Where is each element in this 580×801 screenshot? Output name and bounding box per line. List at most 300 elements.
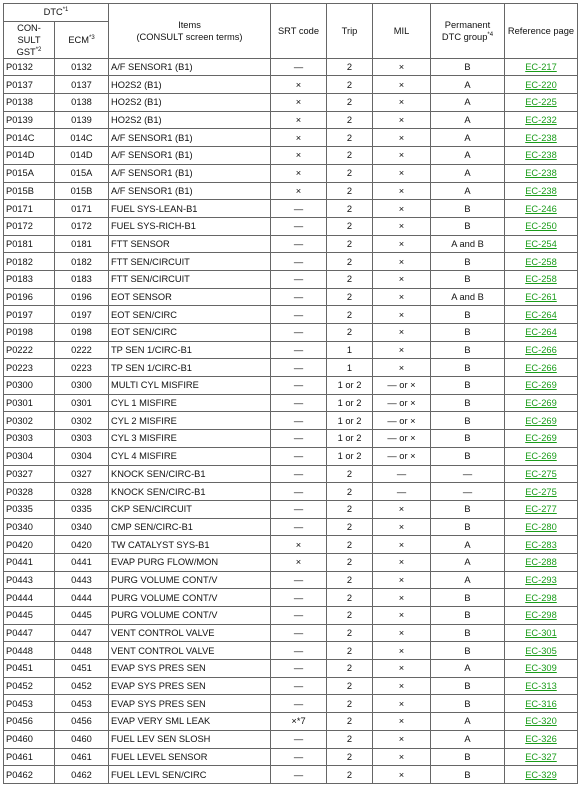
reference-page-cell xyxy=(505,377,578,395)
item-cell: FUEL LEV SEN SLOSH xyxy=(109,730,271,748)
srt-cell: — xyxy=(271,306,327,324)
table-row xyxy=(4,394,578,412)
reference-page-cell xyxy=(505,766,578,784)
reference-page-link[interactable]: EC-298 xyxy=(525,610,557,621)
trip-cell: 1 xyxy=(327,359,373,377)
mil-cell: × xyxy=(373,748,431,766)
trip-cell: 2 xyxy=(327,147,373,165)
reference-page-cell xyxy=(505,589,578,607)
reference-page-link[interactable]: EC-320 xyxy=(525,716,557,727)
table-row xyxy=(4,607,578,625)
trip-cell: 2 xyxy=(327,589,373,607)
dtc-code-cell: P0327 xyxy=(4,465,55,483)
ecm-code-cell: 0447 xyxy=(55,624,109,642)
table-row xyxy=(4,94,578,112)
mil-cell: × xyxy=(373,341,431,359)
reference-page-cell xyxy=(505,324,578,342)
trip-cell: 2 xyxy=(327,624,373,642)
reference-page-link[interactable]: EC-269 xyxy=(525,415,557,426)
table-row xyxy=(4,164,578,182)
item-cell: EVAP SYS PRES SEN xyxy=(109,677,271,695)
reference-page-link[interactable]: EC-275 xyxy=(525,468,557,479)
reference-page-cell xyxy=(505,341,578,359)
reference-page-cell xyxy=(505,182,578,200)
dtc-code-cell: P0445 xyxy=(4,607,55,625)
permanent-group-cell: B xyxy=(431,412,505,430)
srt-cell: — xyxy=(271,394,327,412)
item-cell: FUEL LEVEL SENSOR xyxy=(109,748,271,766)
ecm-code-cell: 0139 xyxy=(55,111,109,129)
permanent-group-cell: A xyxy=(431,76,505,94)
dtc-code-cell: P0444 xyxy=(4,589,55,607)
dtc-code-cell: P014C xyxy=(4,129,55,147)
dtc-code-cell: P0197 xyxy=(4,306,55,324)
item-cell: FTT SENSOR xyxy=(109,235,271,253)
table-row xyxy=(4,483,578,501)
permanent-group-cell: B xyxy=(431,341,505,359)
trip-cell: 2 xyxy=(327,571,373,589)
mil-cell: × xyxy=(373,553,431,571)
item-cell: EVAP SYS PRES SEN xyxy=(109,660,271,678)
table-row xyxy=(4,447,578,465)
reference-page-cell xyxy=(505,571,578,589)
item-cell: CKP SEN/CIRCUIT xyxy=(109,500,271,518)
permanent-group-cell: A and B xyxy=(431,235,505,253)
dtc-code-cell: P0451 xyxy=(4,660,55,678)
trip-cell: 2 xyxy=(327,518,373,536)
srt-header: SRT code xyxy=(271,4,327,59)
item-cell: CYL 1 MISFIRE xyxy=(109,394,271,412)
table-row xyxy=(4,288,578,306)
ecm-code-cell: 0137 xyxy=(55,76,109,94)
reference-page-link[interactable]: EC-217 xyxy=(525,62,557,73)
ecm-header: ECM$^{*3}$ xyxy=(55,21,109,58)
reference-page-link[interactable]: EC-232 xyxy=(525,115,557,126)
item-cell: A/F SENSOR1 (B1) xyxy=(109,58,271,76)
trip-cell: 2 xyxy=(327,553,373,571)
ecm-code-cell: 0304 xyxy=(55,447,109,465)
trip-cell: 2 xyxy=(327,536,373,554)
dtc-code-cell: P0182 xyxy=(4,253,55,271)
item-cell: FUEL LEVL SEN/CIRC xyxy=(109,766,271,784)
item-cell: FTT SEN/CIRCUIT xyxy=(109,253,271,271)
ecm-code-cell: 0328 xyxy=(55,483,109,501)
mil-cell: — xyxy=(373,483,431,501)
item-cell: HO2S2 (B1) xyxy=(109,111,271,129)
reference-page-link[interactable]: EC-313 xyxy=(525,681,557,692)
srt-cell: — xyxy=(271,677,327,695)
item-cell: KNOCK SEN/CIRC-B1 xyxy=(109,483,271,501)
dtc-code-cell: P0328 xyxy=(4,483,55,501)
table-row xyxy=(4,76,578,94)
srt-cell: — xyxy=(271,341,327,359)
permanent-group-cell: B xyxy=(431,447,505,465)
ecm-code-cell: 014C xyxy=(55,129,109,147)
trip-header: Trip xyxy=(327,4,373,59)
table-row xyxy=(4,377,578,395)
table-row xyxy=(4,430,578,448)
consult-gst-header: CON- SULT GST$^{*2}$ xyxy=(4,21,55,58)
reference-page-cell xyxy=(505,518,578,536)
reference-page-link[interactable]: EC-269 xyxy=(525,380,557,391)
reference-page-link[interactable]: EC-238 xyxy=(525,150,557,161)
permanent-group-cell: B xyxy=(431,607,505,625)
reference-page-cell xyxy=(505,447,578,465)
dtc-code-cell: P0181 xyxy=(4,235,55,253)
item-cell: EVAP SYS PRES SEN xyxy=(109,695,271,713)
reference-page-link[interactable]: EC-280 xyxy=(525,521,557,532)
srt-cell: — xyxy=(271,359,327,377)
dtc-code-cell: P0172 xyxy=(4,217,55,235)
reference-page-link[interactable]: EC-316 xyxy=(525,698,557,709)
item-cell: CYL 4 MISFIRE xyxy=(109,447,271,465)
trip-cell: 2 xyxy=(327,164,373,182)
permanent-group-cell: A xyxy=(431,94,505,112)
mil-cell: × xyxy=(373,94,431,112)
srt-cell: — xyxy=(271,766,327,784)
mil-cell: × xyxy=(373,58,431,76)
table-row xyxy=(4,182,578,200)
trip-cell: 2 xyxy=(327,465,373,483)
reference-page-link[interactable]: EC-258 xyxy=(525,274,557,285)
item-cell: CYL 2 MISFIRE xyxy=(109,412,271,430)
dtc-code-cell: P0303 xyxy=(4,430,55,448)
ecm-code-cell: 014D xyxy=(55,147,109,165)
dtc-code-cell: P0335 xyxy=(4,500,55,518)
table-row xyxy=(4,58,578,76)
ecm-code-cell: 0300 xyxy=(55,377,109,395)
srt-cell: — xyxy=(271,58,327,76)
permanent-group-cell: B xyxy=(431,377,505,395)
ecm-code-cell: 0222 xyxy=(55,341,109,359)
trip-cell: 2 xyxy=(327,253,373,271)
srt-cell: — xyxy=(271,253,327,271)
mil-cell: × xyxy=(373,111,431,129)
trip-cell: 2 xyxy=(327,500,373,518)
srt-cell: — xyxy=(271,589,327,607)
srt-cell: — xyxy=(271,465,327,483)
reference-page-cell xyxy=(505,270,578,288)
srt-cell: — xyxy=(271,695,327,713)
dtc-code-cell: P0132 xyxy=(4,58,55,76)
permanent-group-cell: A xyxy=(431,730,505,748)
ecm-code-cell: 0462 xyxy=(55,766,109,784)
srt-cell: × xyxy=(271,553,327,571)
trip-cell: 2 xyxy=(327,288,373,306)
reference-page-link[interactable]: EC-275 xyxy=(525,486,557,497)
srt-cell: — xyxy=(271,270,327,288)
ecm-code-cell: 0445 xyxy=(55,607,109,625)
reference-page-cell xyxy=(505,713,578,731)
table-row xyxy=(4,111,578,129)
permanent-group-cell: B xyxy=(431,324,505,342)
table-row xyxy=(4,553,578,571)
item-cell: EOT SEN/CIRC xyxy=(109,324,271,342)
ecm-code-cell: 0448 xyxy=(55,642,109,660)
srt-cell: — xyxy=(271,571,327,589)
table-row xyxy=(4,642,578,660)
reference-page-link[interactable]: EC-261 xyxy=(525,291,557,302)
permanent-dtc-group-header: Permanent DTC group$^{*4}$ xyxy=(431,4,505,59)
mil-cell: — or × xyxy=(373,377,431,395)
mil-cell: × xyxy=(373,288,431,306)
reference-page-link[interactable]: EC-283 xyxy=(525,539,557,550)
ecm-code-cell: 0441 xyxy=(55,553,109,571)
trip-cell: 2 xyxy=(327,182,373,200)
ecm-code-cell: 015A xyxy=(55,164,109,182)
dtc-code-cell: P0340 xyxy=(4,518,55,536)
item-cell: PURG VOLUME CONT/V xyxy=(109,589,271,607)
reference-page-link[interactable]: EC-264 xyxy=(525,327,557,338)
trip-cell: 1 or 2 xyxy=(327,430,373,448)
reference-page-link[interactable]: EC-266 xyxy=(525,345,557,356)
ecm-code-cell: 0327 xyxy=(55,465,109,483)
reference-page-cell xyxy=(505,748,578,766)
reference-page-link[interactable]: EC-301 xyxy=(525,628,557,639)
ecm-code-cell: 0171 xyxy=(55,200,109,218)
srt-cell: × xyxy=(271,111,327,129)
item-cell: TW CATALYST SYS-B1 xyxy=(109,536,271,554)
trip-cell: 2 xyxy=(327,235,373,253)
trip-cell: 2 xyxy=(327,483,373,501)
permanent-group-cell: B xyxy=(431,589,505,607)
item-cell: KNOCK SEN/CIRC-B1 xyxy=(109,465,271,483)
reference-page-cell xyxy=(505,642,578,660)
table-row xyxy=(4,500,578,518)
permanent-group-cell: B xyxy=(431,200,505,218)
mil-cell: × xyxy=(373,642,431,660)
ecm-code-cell: 0443 xyxy=(55,571,109,589)
reference-page-link[interactable]: EC-220 xyxy=(525,79,557,90)
permanent-group-cell: B xyxy=(431,518,505,536)
item-cell: EOT SEN/CIRC xyxy=(109,306,271,324)
srt-cell: — xyxy=(271,200,327,218)
mil-cell: × xyxy=(373,713,431,731)
table-row xyxy=(4,571,578,589)
permanent-group-cell: A xyxy=(431,553,505,571)
table-row xyxy=(4,306,578,324)
permanent-group-cell: B xyxy=(431,359,505,377)
ecm-code-cell: 0197 xyxy=(55,306,109,324)
mil-cell: × xyxy=(373,147,431,165)
item-cell: A/F SENSOR1 (B1) xyxy=(109,164,271,182)
srt-cell: — xyxy=(271,642,327,660)
table-row xyxy=(4,253,578,271)
dtc-code-cell: P0301 xyxy=(4,394,55,412)
reference-page-cell xyxy=(505,430,578,448)
ecm-code-cell: 0223 xyxy=(55,359,109,377)
reference-page-link[interactable]: EC-269 xyxy=(525,451,557,462)
trip-cell: 2 xyxy=(327,642,373,660)
item-cell: PURG VOLUME CONT/V xyxy=(109,571,271,589)
trip-cell: 2 xyxy=(327,270,373,288)
reference-page-link[interactable]: EC-246 xyxy=(525,203,557,214)
reference-page-link[interactable]: EC-288 xyxy=(525,557,557,568)
reference-page-link[interactable]: EC-309 xyxy=(525,663,557,674)
reference-page-link[interactable]: EC-305 xyxy=(525,645,557,656)
table-row xyxy=(4,147,578,165)
reference-page-cell xyxy=(505,164,578,182)
permanent-group-cell: A xyxy=(431,147,505,165)
srt-cell: — xyxy=(271,748,327,766)
trip-cell: 2 xyxy=(327,748,373,766)
reference-page-link[interactable]: EC-269 xyxy=(525,433,557,444)
ecm-code-cell: 0301 xyxy=(55,394,109,412)
permanent-group-cell: B xyxy=(431,677,505,695)
dtc-code-cell: P0183 xyxy=(4,270,55,288)
reference-page-link[interactable]: EC-327 xyxy=(525,751,557,762)
dtc-code-cell: P015B xyxy=(4,182,55,200)
mil-cell: × xyxy=(373,324,431,342)
table-row xyxy=(4,129,578,147)
mil-cell: — xyxy=(373,465,431,483)
table-row xyxy=(4,730,578,748)
srt-cell: ×*7 xyxy=(271,713,327,731)
reference-page-cell xyxy=(505,94,578,112)
item-cell: TP SEN 1/CIRC-B1 xyxy=(109,359,271,377)
dtc-code-cell: P0452 xyxy=(4,677,55,695)
mil-cell: × xyxy=(373,235,431,253)
trip-cell: 1 xyxy=(327,341,373,359)
table-row xyxy=(4,536,578,554)
permanent-group-cell: A xyxy=(431,164,505,182)
reference-page-cell xyxy=(505,483,578,501)
mil-cell: — or × xyxy=(373,412,431,430)
table-row xyxy=(4,465,578,483)
srt-cell: — xyxy=(271,217,327,235)
dtc-code-cell: P0453 xyxy=(4,695,55,713)
reference-page-cell xyxy=(505,695,578,713)
table-row xyxy=(4,766,578,784)
trip-cell: 2 xyxy=(327,695,373,713)
table-row xyxy=(4,677,578,695)
table-row xyxy=(4,624,578,642)
trip-cell: 1 or 2 xyxy=(327,447,373,465)
mil-cell: × xyxy=(373,518,431,536)
dtc-code-cell: P0300 xyxy=(4,377,55,395)
reference-page-link[interactable]: EC-258 xyxy=(525,256,557,267)
srt-cell: × xyxy=(271,76,327,94)
mil-cell: — or × xyxy=(373,430,431,448)
trip-cell: 2 xyxy=(327,129,373,147)
mil-cell: × xyxy=(373,536,431,554)
dtc-code-cell: P0171 xyxy=(4,200,55,218)
reference-page-cell xyxy=(505,730,578,748)
trip-cell: 1 or 2 xyxy=(327,412,373,430)
table-row xyxy=(4,412,578,430)
item-cell: HO2S2 (B1) xyxy=(109,94,271,112)
trip-cell: 2 xyxy=(327,730,373,748)
reference-page-cell xyxy=(505,253,578,271)
reference-page-link[interactable]: EC-238 xyxy=(525,132,557,143)
item-cell: HO2S2 (B1) xyxy=(109,76,271,94)
trip-cell: 2 xyxy=(327,306,373,324)
mil-cell: × xyxy=(373,76,431,94)
reference-page-link[interactable]: EC-266 xyxy=(525,362,557,373)
reference-page-cell xyxy=(505,465,578,483)
reference-page-header: Reference page xyxy=(505,4,578,59)
dtc-code-cell: P0223 xyxy=(4,359,55,377)
reference-page-cell xyxy=(505,200,578,218)
permanent-group-cell: A xyxy=(431,182,505,200)
item-cell: PURG VOLUME CONT/V xyxy=(109,607,271,625)
reference-page-cell xyxy=(505,306,578,324)
reference-page-link[interactable]: EC-238 xyxy=(525,168,557,179)
item-cell: EVAP PURG FLOW/MON xyxy=(109,553,271,571)
dtc-code-cell: P0196 xyxy=(4,288,55,306)
table-row xyxy=(4,695,578,713)
ecm-code-cell: 0453 xyxy=(55,695,109,713)
reference-page-link[interactable]: EC-238 xyxy=(525,185,557,196)
ecm-code-cell: 0138 xyxy=(55,94,109,112)
mil-cell: × xyxy=(373,589,431,607)
reference-page-link[interactable]: EC-329 xyxy=(525,769,557,780)
permanent-group-cell: A xyxy=(431,713,505,731)
reference-page-link[interactable]: EC-298 xyxy=(525,592,557,603)
reference-page-cell xyxy=(505,500,578,518)
reference-page-link[interactable]: EC-264 xyxy=(525,309,557,320)
table-row xyxy=(4,660,578,678)
mil-cell: — or × xyxy=(373,394,431,412)
permanent-group-cell: B xyxy=(431,500,505,518)
mil-cell: × xyxy=(373,182,431,200)
srt-cell: — xyxy=(271,660,327,678)
reference-page-cell xyxy=(505,359,578,377)
permanent-group-cell: B xyxy=(431,430,505,448)
ecm-code-cell: 0452 xyxy=(55,677,109,695)
srt-cell: — xyxy=(271,518,327,536)
mil-cell: × xyxy=(373,270,431,288)
reference-page-link[interactable]: EC-293 xyxy=(525,574,557,585)
reference-page-link[interactable]: EC-225 xyxy=(525,97,557,108)
permanent-group-cell: A xyxy=(431,571,505,589)
permanent-group-cell: B xyxy=(431,394,505,412)
permanent-group-cell: — xyxy=(431,483,505,501)
reference-page-cell xyxy=(505,660,578,678)
reference-page-link[interactable]: EC-250 xyxy=(525,221,557,232)
permanent-group-cell: B xyxy=(431,217,505,235)
reference-page-link[interactable]: EC-254 xyxy=(525,238,557,249)
srt-cell: — xyxy=(271,235,327,253)
reference-page-link[interactable]: EC-326 xyxy=(525,734,557,745)
ecm-code-cell: 0461 xyxy=(55,748,109,766)
trip-cell: 1 or 2 xyxy=(327,377,373,395)
item-cell: FUEL SYS-LEAN-B1 xyxy=(109,200,271,218)
reference-page-link[interactable]: EC-277 xyxy=(525,504,557,515)
table-row xyxy=(4,713,578,731)
dtc-code-cell: P0456 xyxy=(4,713,55,731)
ecm-code-cell: 0196 xyxy=(55,288,109,306)
mil-cell: × xyxy=(373,306,431,324)
permanent-group-cell: B xyxy=(431,306,505,324)
permanent-group-cell: B xyxy=(431,642,505,660)
dtc-code-cell: P0448 xyxy=(4,642,55,660)
ecm-code-cell: 0335 xyxy=(55,500,109,518)
mil-cell: × xyxy=(373,766,431,784)
dtc-code-cell: P0447 xyxy=(4,624,55,642)
ecm-code-cell: 0172 xyxy=(55,217,109,235)
srt-cell: — xyxy=(271,412,327,430)
permanent-group-cell: B xyxy=(431,270,505,288)
item-cell: EOT SENSOR xyxy=(109,288,271,306)
permanent-group-cell: B xyxy=(431,624,505,642)
reference-page-link[interactable]: EC-269 xyxy=(525,398,557,409)
dtc-code-cell: P0460 xyxy=(4,730,55,748)
trip-cell: 2 xyxy=(327,713,373,731)
table-row xyxy=(4,270,578,288)
item-cell: A/F SENSOR1 (B1) xyxy=(109,129,271,147)
srt-cell: — xyxy=(271,500,327,518)
